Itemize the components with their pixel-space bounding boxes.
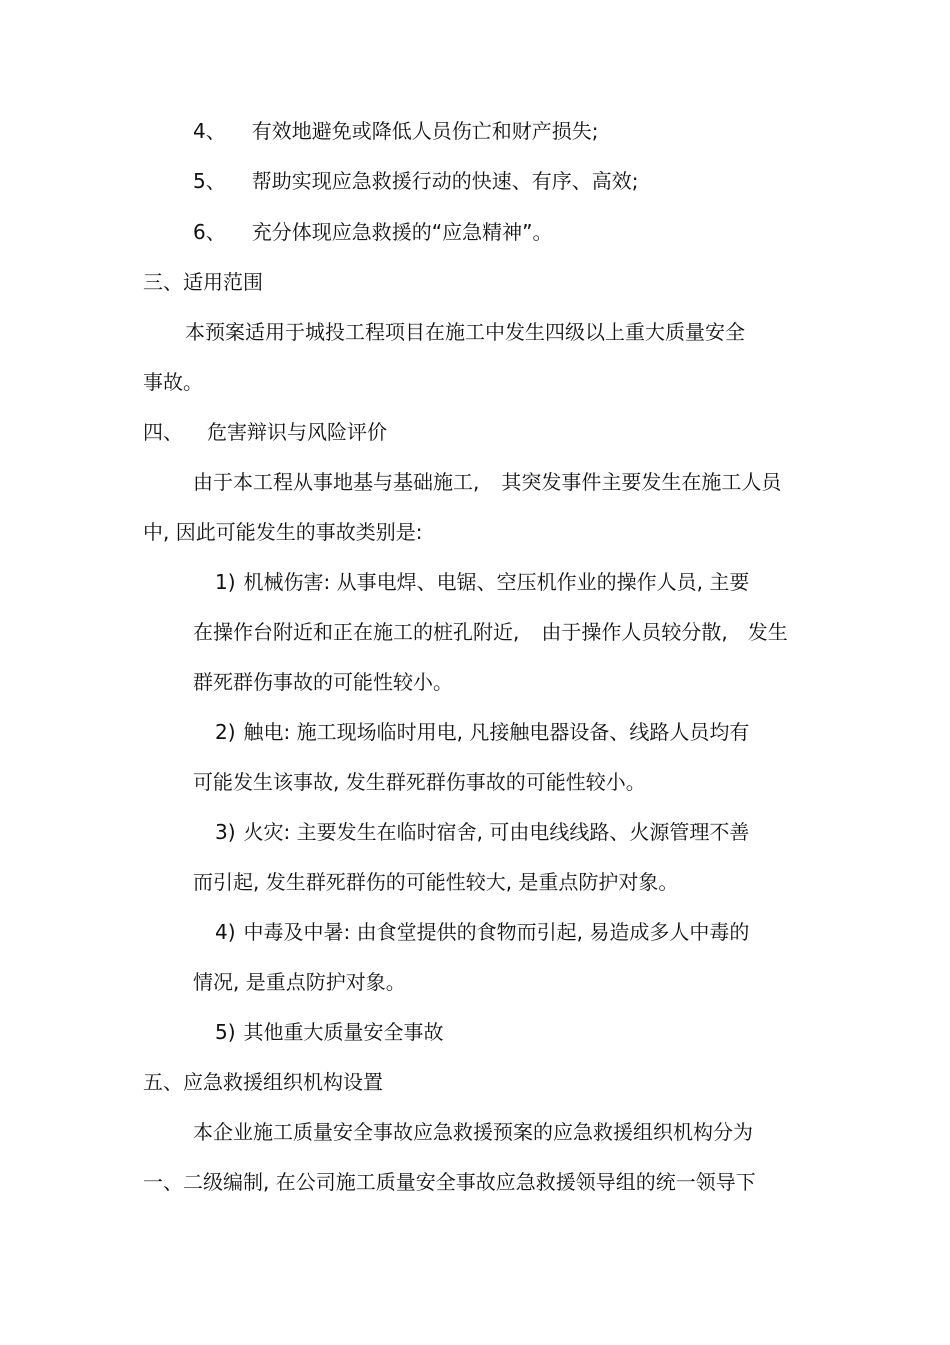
hazard-item bbox=[215, 918, 749, 946]
goal-item bbox=[193, 167, 638, 195]
hazard-item bbox=[215, 1018, 444, 1046]
goal-number: 6、 bbox=[193, 220, 226, 244]
goal-item bbox=[193, 117, 598, 145]
section-heading-organization: 五、应急救援组织机构设置 bbox=[143, 1070, 383, 1094]
goal-number: 4、 bbox=[193, 119, 226, 143]
paragraph-line: 事故。 bbox=[143, 370, 203, 394]
hazard-number: 1) bbox=[215, 570, 236, 594]
hazard-continuation: 情况, 是重点防护对象。 bbox=[193, 970, 406, 994]
hazard-continuation: 可能发生该事故, 发生群死群伤事故的可能性较小。 bbox=[193, 770, 646, 794]
hazard-item bbox=[215, 718, 749, 746]
hazard-continuation bbox=[193, 618, 788, 646]
hazard-continuation: 而引起, 发生群死群伤的可能性较大, 是重点防护对象。 bbox=[193, 870, 679, 894]
paragraph-line bbox=[193, 468, 781, 496]
hazard-number: 3) bbox=[215, 820, 236, 844]
hazard-text: 触电: 施工现场临时用电, 凡接触电器设备、线路人员均有 bbox=[243, 720, 750, 744]
hazard-number: 4) bbox=[215, 920, 236, 944]
paragraph-fragment: 其突发事件主要发生在施工人员 bbox=[501, 470, 782, 494]
hazard-text: 机械伤害: 从事电焊、电锯、空压机作业的操作人员, 主要 bbox=[243, 570, 750, 594]
goal-number: 5、 bbox=[193, 169, 226, 193]
hazard-number: 2) bbox=[215, 720, 236, 744]
paragraph-line: 中, 因此可能发生的事故类别是: bbox=[143, 520, 423, 544]
hazard-text: 其他重大质量安全事故 bbox=[243, 1020, 444, 1044]
section-heading-scope: 三、适用范围 bbox=[143, 270, 263, 294]
hazard-continuation: 群死群伤事故的可能性较小。 bbox=[193, 670, 453, 694]
hazard-text: 火灾: 主要发生在临时宿舍, 可由电线线路、火源管理不善 bbox=[243, 820, 750, 844]
goal-text: 有效地避免或降低人员伤亡和财产损失; bbox=[251, 119, 599, 143]
hazard-number: 5) bbox=[215, 1020, 236, 1044]
goal-item bbox=[193, 218, 552, 246]
paragraph-line: 本企业施工质量安全事故应急救援预案的应急救援组织机构分为 bbox=[193, 1120, 753, 1144]
goal-text: 帮助实现应急救援行动的快速、有序、高效; bbox=[251, 169, 639, 193]
paragraph-line: 一、二级编制, 在公司施工质量安全事故应急救援领导组的统一领导下 bbox=[143, 1170, 756, 1194]
section-heading-hazard bbox=[143, 418, 387, 446]
heading-number: 四、 bbox=[143, 420, 183, 444]
paragraph-fragment: 发生 bbox=[747, 620, 788, 644]
hazard-item bbox=[215, 568, 749, 596]
paragraph-fragment: 由于操作人员较分散, bbox=[541, 620, 728, 644]
goal-text: 充分体现应急救援的“应急精神”。 bbox=[251, 220, 553, 244]
hazard-text: 中毒及中暑: 由食堂提供的食物而引起, 易造成多人中毒的 bbox=[243, 920, 750, 944]
hazard-item bbox=[215, 818, 749, 846]
paragraph-fragment: 在操作台附近和正在施工的桩孔附近, bbox=[193, 620, 520, 644]
paragraph-line: 本预案适用于城投工程项目在施工中发生四级以上重大质量安全 bbox=[185, 320, 745, 344]
heading-text: 危害辩识与风险评价 bbox=[207, 420, 387, 444]
paragraph-fragment: 由于本工程从事地基与基础施工, bbox=[193, 470, 480, 494]
